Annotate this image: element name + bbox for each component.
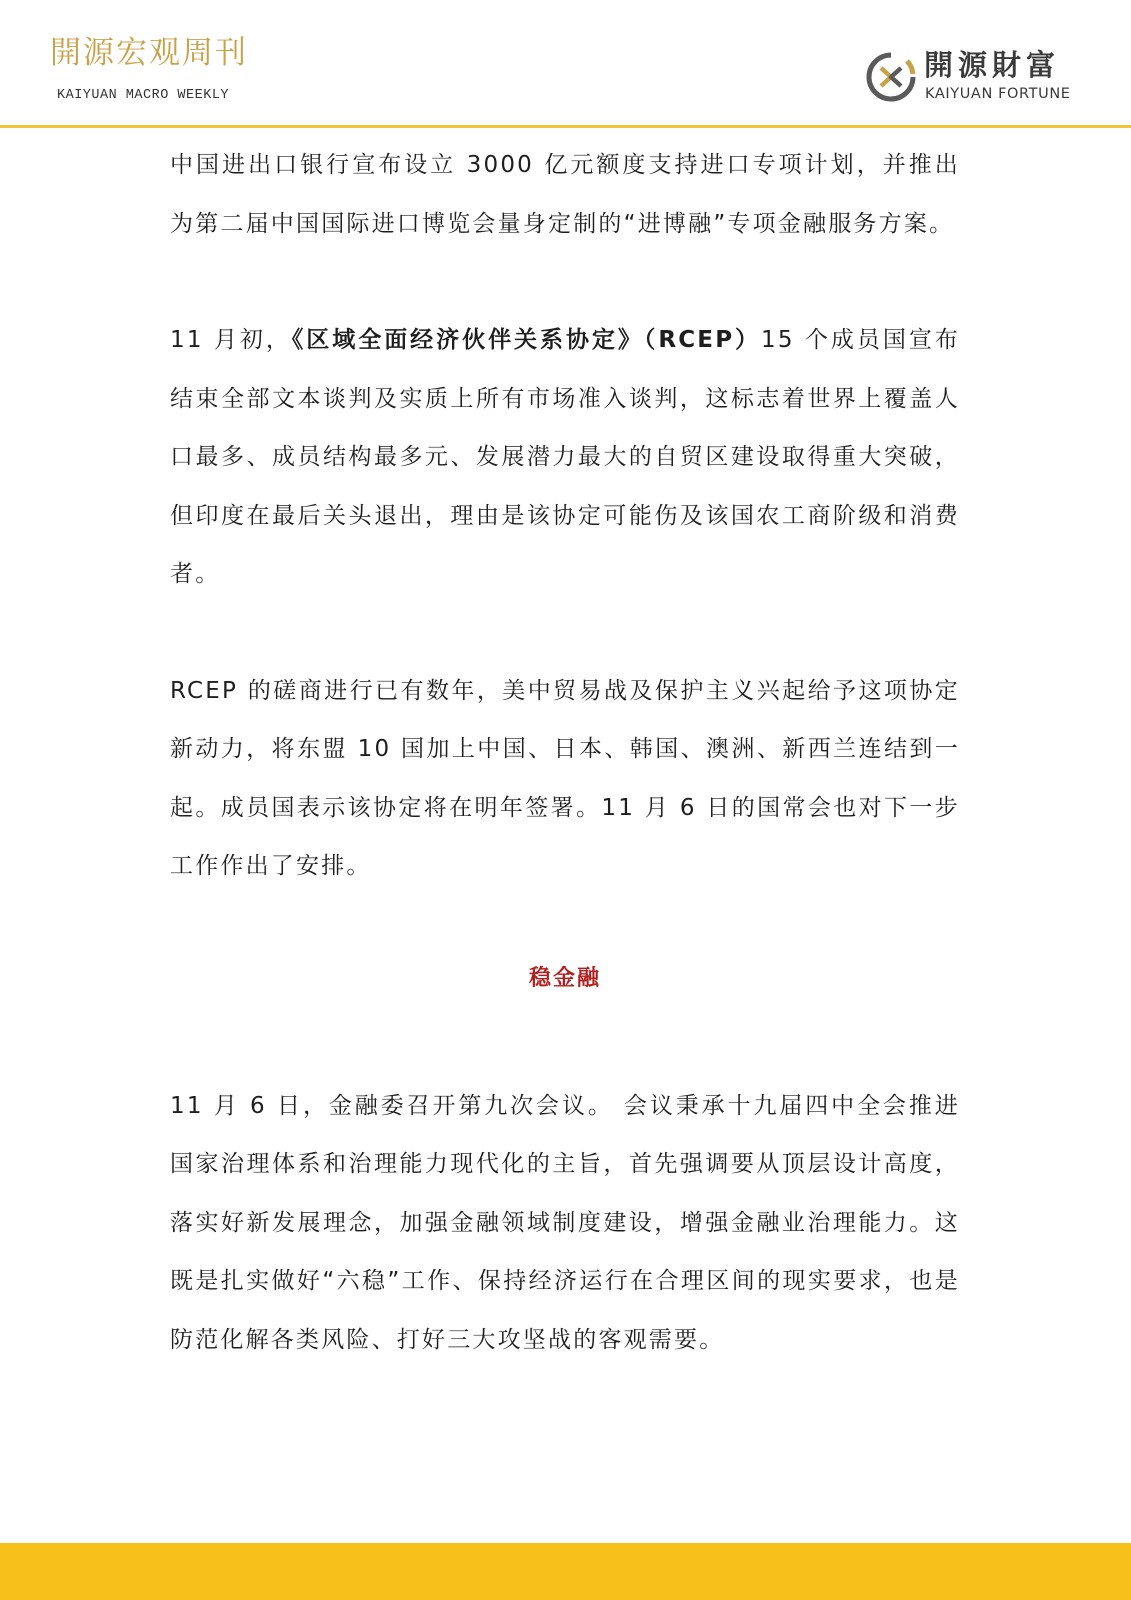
page-header <box>0 0 1131 126</box>
publication-title: 開源宏观周刊 <box>50 35 248 71</box>
paragraph-import-plan: 中国进出口银行宣布设立 3000 亿元额度支持进口专项计划，并推出为第二届中国国际进口博览会量身定制的“进博融”专项金融服务方案。 <box>170 152 960 237</box>
p2-prefix: 11 月初， <box>170 327 292 353</box>
logo-text-cn: 開源財富 <box>924 48 1061 82</box>
footer-bar <box>0 1543 1131 1600</box>
paragraph-financial-committee: 11 月 6 日，金融委召开第九次会议。 会议秉承十九届四中全会推进国家治理体系和治理能力现代化的主旨，首先强调要从顶层设计高度，落实好新发展理念，加强金融领域制度建设，增强金融业治理能力。这既是扎实做好“六稳”工作、保持经济运行在合理区间的现实要求，也是防范化解各类风险、打好三大攻坚战的客观需要。 <box>170 1092 960 1353</box>
rcep-agreement-name: 《区域全面经济伙伴关系协定》（RCEP） <box>291 327 762 353</box>
logo-text-en: KAIYUAN FORTUNE <box>925 86 1071 102</box>
paragraph-rcep-negotiation <box>170 311 960 604</box>
kaiyuan-logo-icon <box>866 52 916 102</box>
header-divider <box>0 125 1131 128</box>
company-logo <box>866 50 1098 106</box>
publication-subtitle: KAIYUAN MACRO WEEKLY <box>57 88 230 103</box>
article-body <box>170 136 960 1369</box>
section-heading: 稳金融 <box>528 965 601 991</box>
paragraph-rcep-background: RCEP 的磋商进行已有数年，美中贸易战及保护主义兴起给予这项协定新动力，将东盟 10 国加上中国、日本、韩国、澳洲、新西兰连结到一起。成员国表示该协定将在明年签署。11 月 6 日的国常会也对下一步工作作出了安排。 <box>170 677 960 879</box>
p2-rest: 15 个成员国宣布结束全部文本谈判及实质上所有市场准入谈判，这标志着世界上覆盖人口最多、成员结构最多元、发展潜力最大的自贸区建设取得重大突破，但印度在最后关头退出，理由是该协定可能伤及该国农工商阶级和消费者。 <box>170 327 960 587</box>
